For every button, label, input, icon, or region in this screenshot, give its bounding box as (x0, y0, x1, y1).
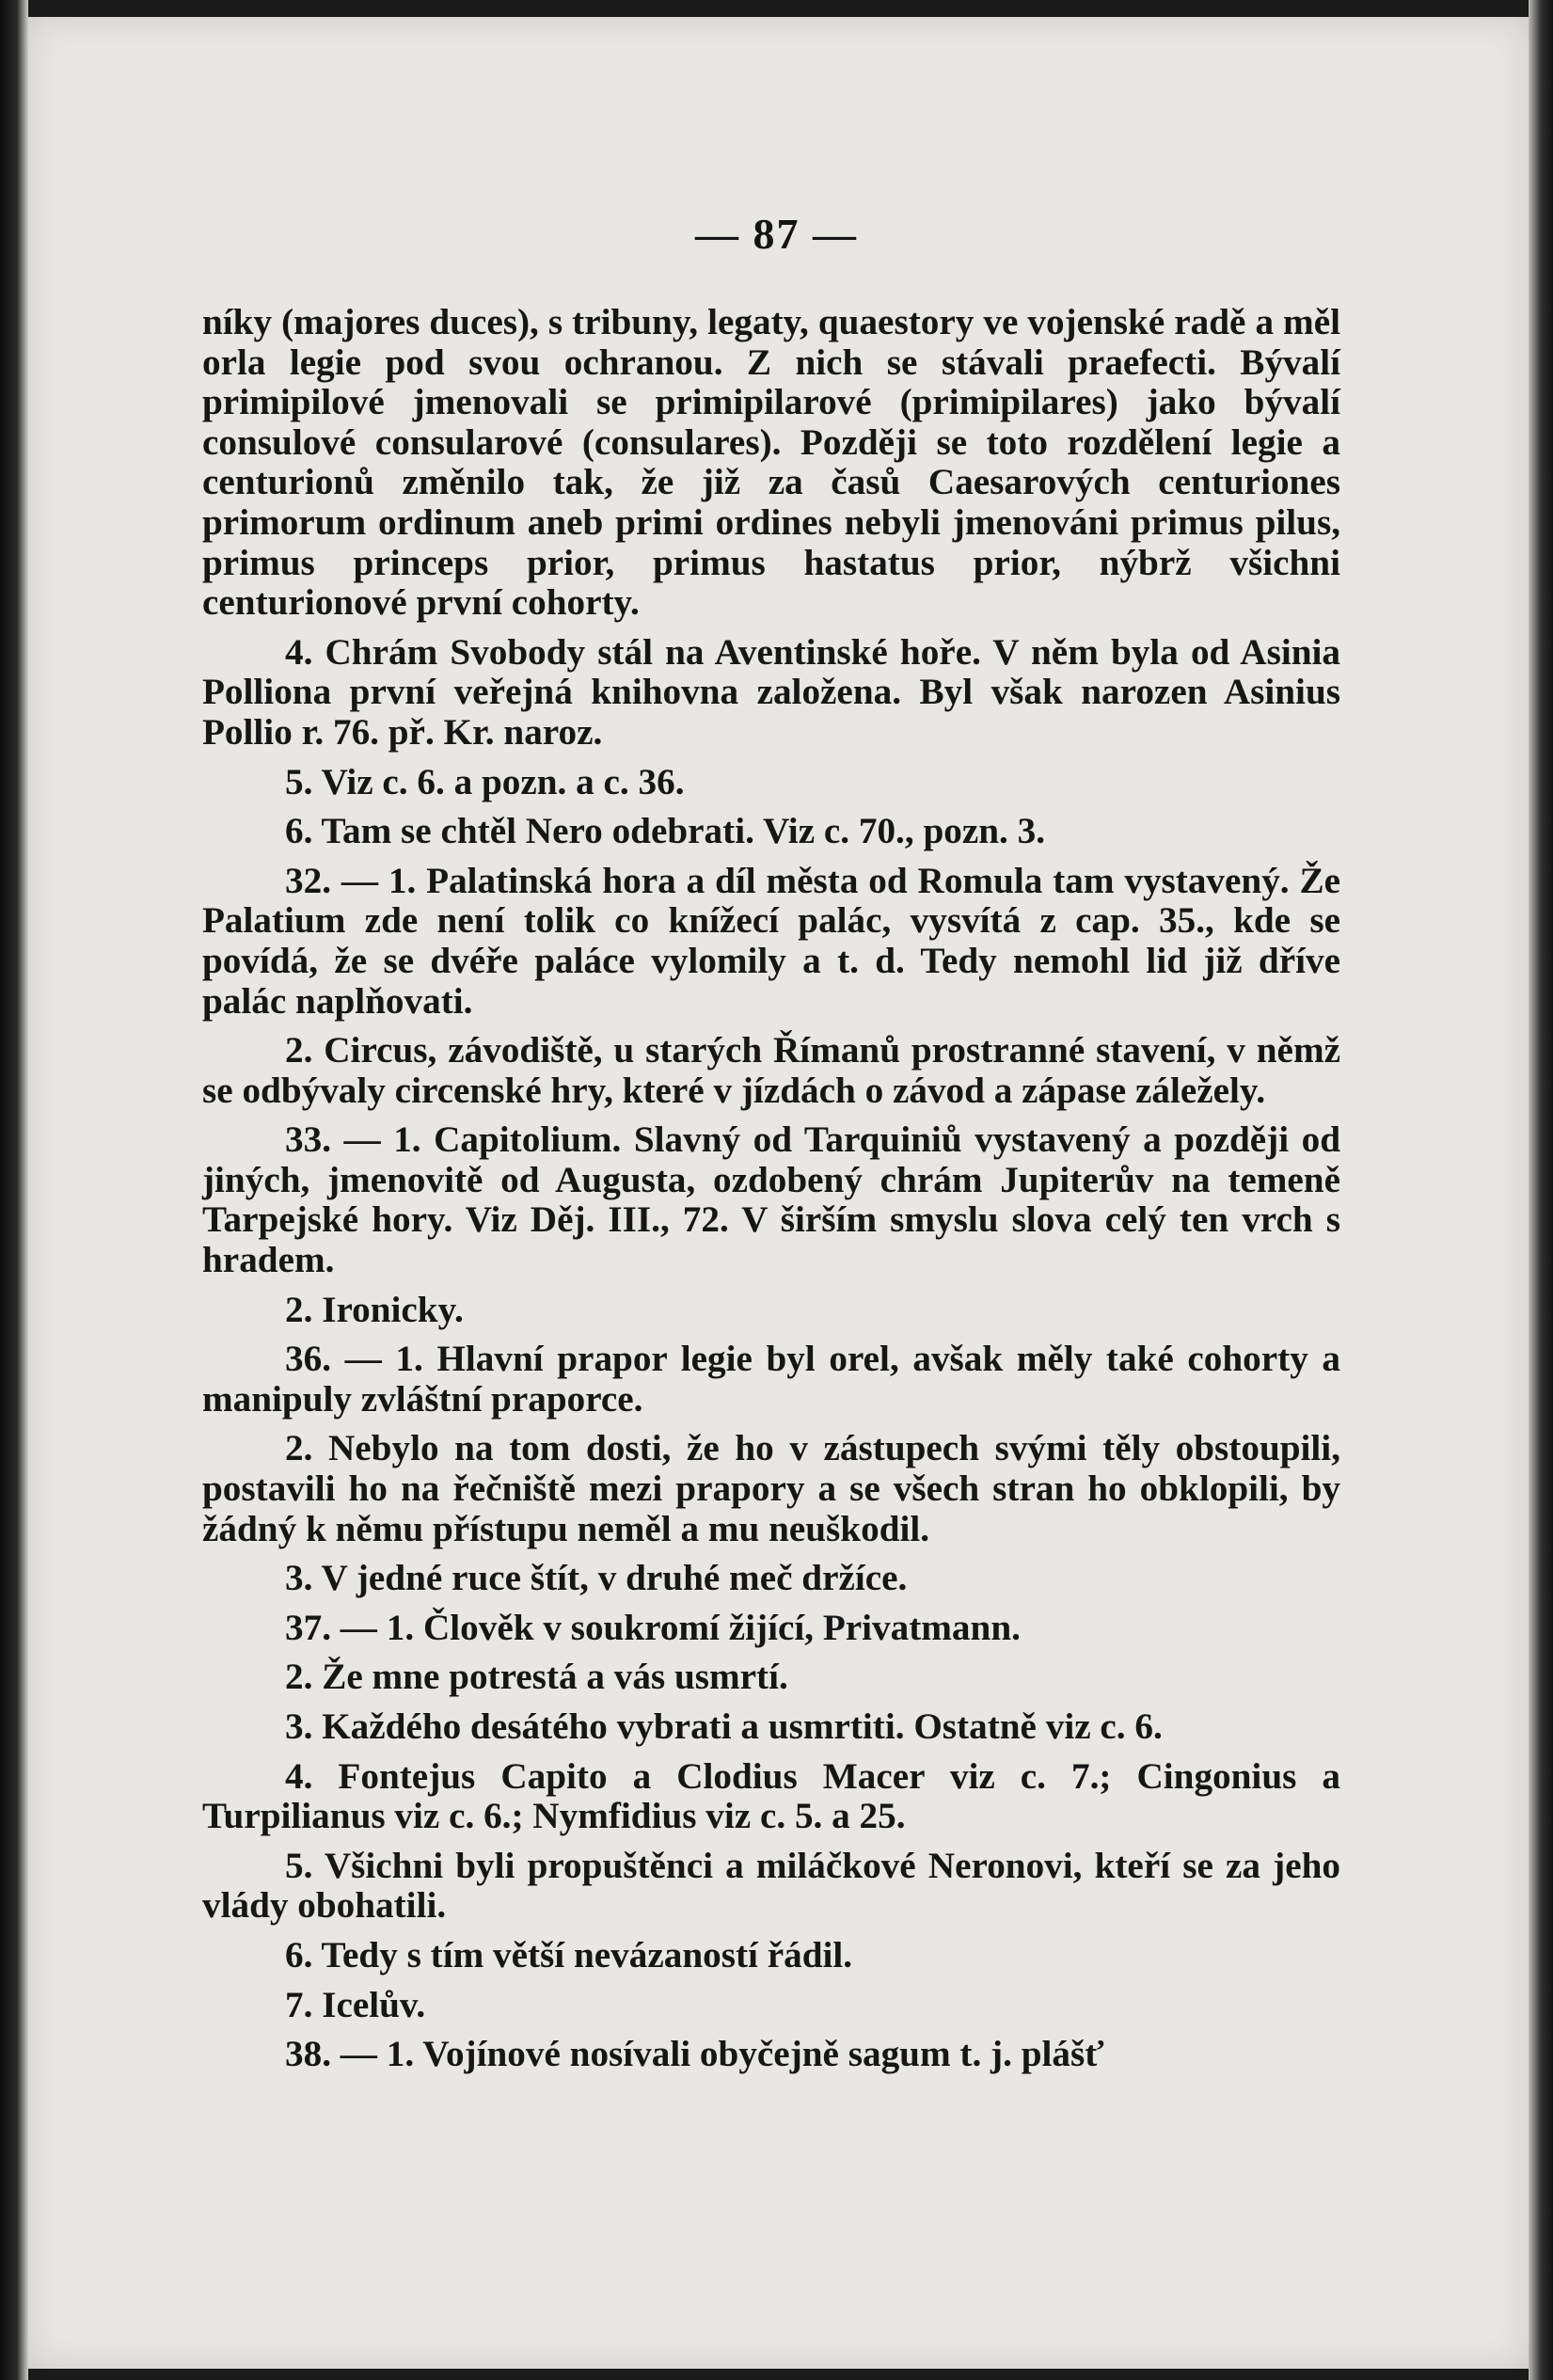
section-36-note-2: 2. Nebylo na tom dosti, že ho v zástupech svými těly obstoupili, postavili ho na řečniště mezi prapory a se všech stran ho obklopili, by žádný k němu přístupu neměl a mu neuškodil. (202, 1428, 1340, 1549)
section-37-note-7: 7. Icelův. (285, 1984, 426, 2025)
section-38-note-1: 38. — 1. Vojínové nosívali obyčejně sagum t. j. plášť (285, 2034, 1104, 2075)
book-binding-edge (0, 0, 28, 2380)
page-body (202, 303, 1340, 2075)
note-5: 5. Viz c. 6. a pozn. a c. 36. (285, 761, 685, 802)
section-37-note-3: 3. Každého desátého vybrati a usmrtiti. Ostatně viz c. 6. (285, 1706, 1163, 1747)
section-number: 37. (285, 1607, 331, 1648)
section-37-note-5: 5. Všichni byli propuštěnci a miláčkové Neronovi, kteří se za jeho vlády obohatili. (202, 1845, 1340, 1927)
note-4: 4. Chrám Svobody stál na Aventinské hoře. V něm byla od Asinia Polliona první veřejná knihovna založena. Byl však narozen Asinius Pollio r. 76. př. Kr. naroz. (202, 631, 1340, 753)
section-36-note-1: 36. — 1. Hlavní prapor legie byl orel, avšak měly také cohorty a manipuly zvláštní praporce. (202, 1339, 1340, 1420)
note-6: 6. Tam se chtěl Nero odebrati. Viz c. 70., pozn. 3. (285, 811, 1046, 852)
section-number: 33. (285, 1119, 331, 1161)
section-32-note-1: 32. — 1. Palatinská hora a díl města od Romula tam vystavený. Že Palatium zde není tolik co knížecí palác, vysvítá z cap. 35., kde se povídá, že se dvéře paláce vylomily a t. d. Tedy nemohl lid již dříve palác naplňovati. (202, 860, 1340, 1022)
section-number: 36. (285, 1339, 331, 1380)
section-36-note-3: 3. V jedné ruce štít, v druhé meč držíce. (285, 1558, 908, 1599)
section-37-note-1: 37. — 1. Člověk v soukromí žijící, Privatmann. (285, 1607, 1021, 1648)
section-37-note-2: 2. Že mne potrestá a vás usmrtí. (285, 1657, 788, 1698)
page-number: — 87 — (695, 210, 858, 258)
section-number: 32. (285, 860, 331, 901)
page-right-edge (1529, 0, 1553, 2380)
section-37-note-6: 6. Tedy s tím větší nevázaností řádil. (285, 1934, 853, 1975)
section-33-note-1: 33. — 1. Capitolium. Slavný od Tarquiniů vystavený a později od jiných, jmenovitě od Augusta, ozdobený chrám Jupiterův na temeně Tarpejské hory. Viz Děj. III., 72. V širším smyslu slova celý ten vrch s hradem. (202, 1119, 1340, 1281)
section-37-note-4: 4. Fontejus Capito a Clodius Macer viz c. 7.; Cingonius a Turpilianus viz c. 6.; Nymfidius viz c. 5. a 25. (202, 1755, 1340, 1837)
section-33-note-2: 2. Ironicky. (285, 1289, 464, 1330)
section-32-note-2: 2. Circus, závodiště, u starých Římanů prostranné stavení, v němž se odbývaly circenské hry, které v jízdách o závod a zápase záležely. (202, 1030, 1340, 1111)
paragraph-continuation: níky (majores duces), s tribuny, legaty, quaestory ve vojenské radě a měl orla legie pod svou ochranou. Z nich se stávali praefecti. Bývalí primipilové jmenovali se primipilarové (primipilares) jako bývalí consulové consularové (consulares). Později se toto rozdělení legie a centurionů změnilo tak, že již za časů Caesarových centuriones primorum ordinum aneb primi ordines nebyli jmenováni primus pilus, primus princeps prior, primus hastatus prior, nýbrž všichni centurionové první cohorty. (202, 302, 1340, 624)
section-number: 38. (285, 2034, 331, 2075)
